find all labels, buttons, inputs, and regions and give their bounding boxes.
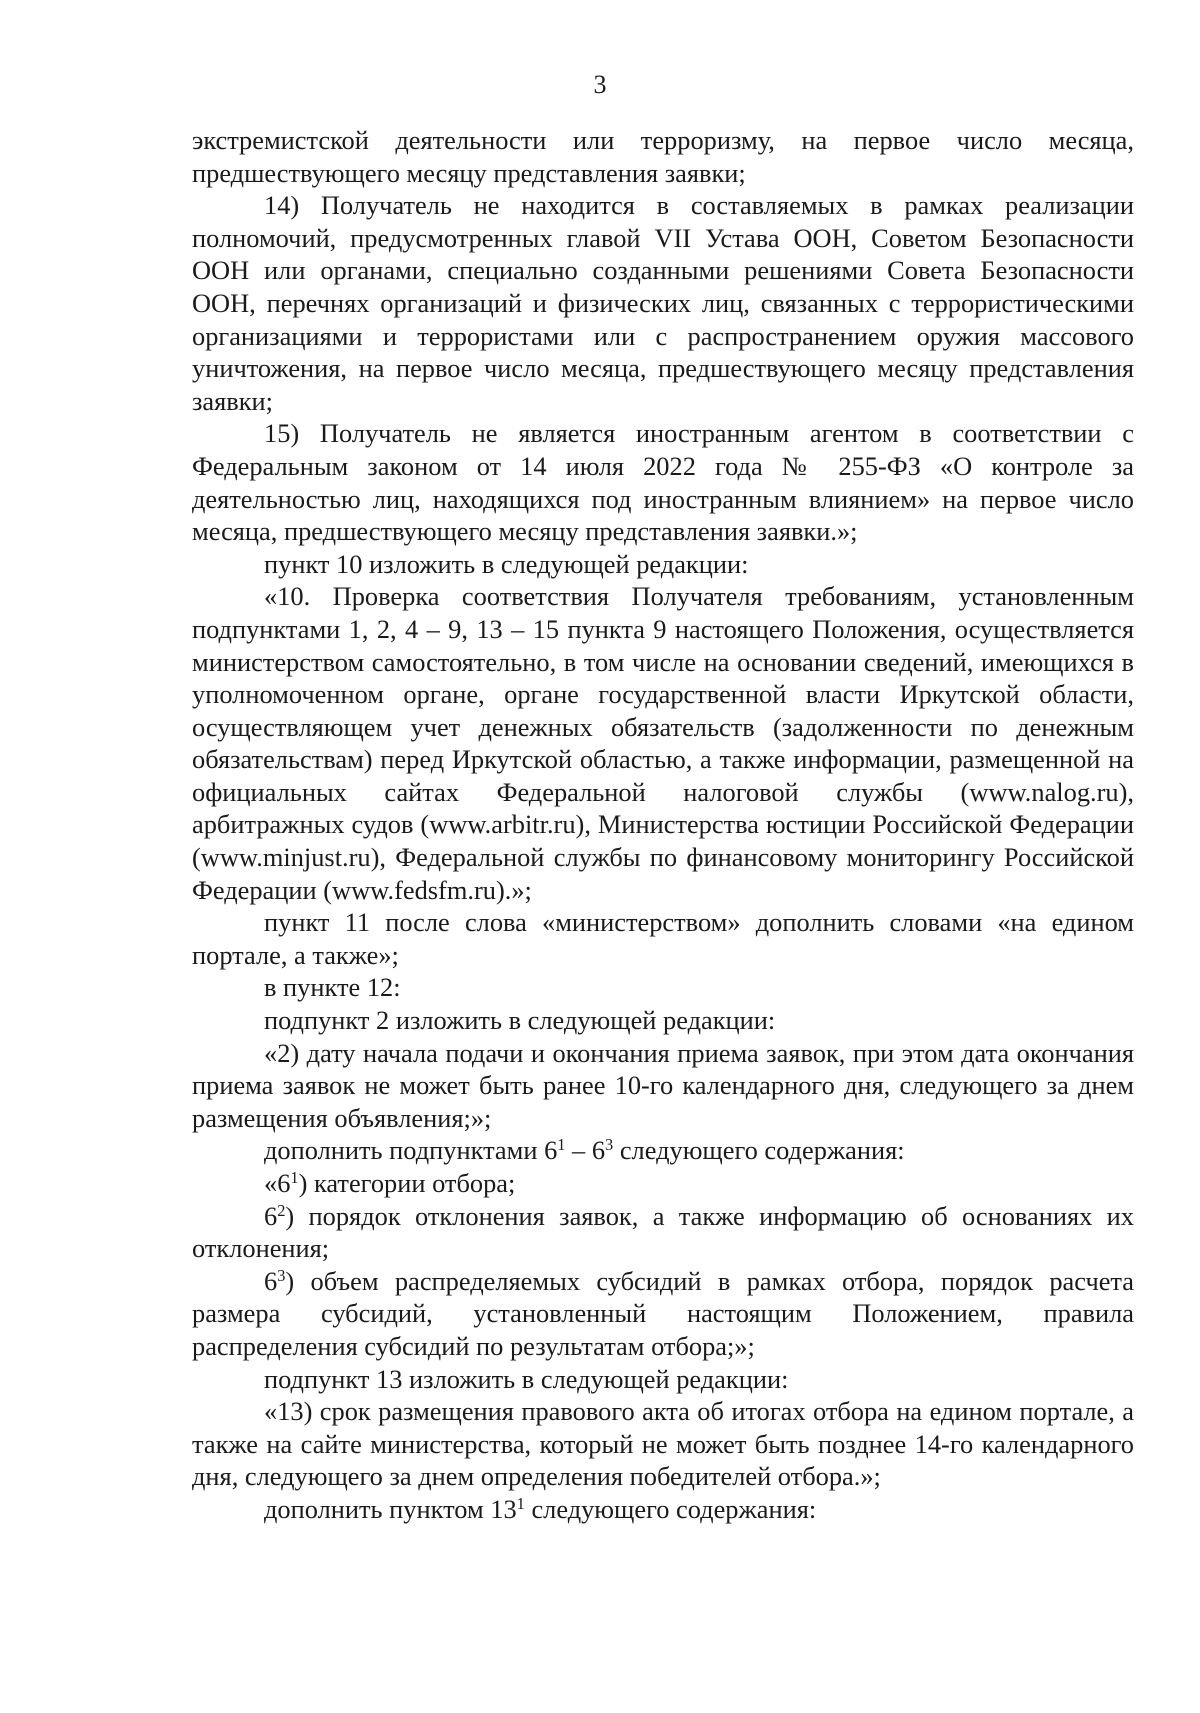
paragraph-continuation: экстремистской деятельности или терроризму, на первое число месяца, предшествующего месяцу представления заявки;	[192, 125, 1134, 188]
page-number: 3	[593, 70, 607, 99]
superscript: 3	[605, 1135, 614, 1155]
paragraph-point-10-text: «10. Проверка соответствия Получателя требованиям, установленным подпунктами 1, 2, 4 – 9, 13 – 15 пункта 9 настоящего Положения, осуществляется министерством самостоятельно, в том числе на основании сведений, имеющихся в уполномоченном органе, органе государственной власти Иркутской области, осуществляющем учет денежных обязательств (задолженности по денежным обязательствам) перед Иркутской областью, а также информации, размещенной на официальных сайтах Федеральной налоговой службы (www.nalog.ru), арбитражных судов (www.arbitr.ru), Министерства юстиции Российской Федерации (www.minjust.ru), Федеральной службы по финансовому мониторингу Российской Федерации (www.fedsfm.ru).»;	[192, 581, 1134, 905]
paragraph-subpoint-6-1	[192, 1167, 1134, 1200]
paragraph-point-13-1-intro	[192, 1493, 1134, 1526]
text-segment: «6	[264, 1168, 291, 1198]
text-segment: ) категории отбора;	[298, 1168, 516, 1198]
document-body	[192, 124, 1134, 1526]
paragraph-subpoint-6-2	[192, 1200, 1134, 1265]
superscript: 1	[516, 1493, 525, 1513]
superscript: 1	[557, 1135, 566, 1155]
text-segment: ) порядок отклонения заявок, а также информацию об основаниях их отклонения;	[192, 1200, 1134, 1264]
paragraph-item-14: 14) Получатель не находится в составляемых в рамках реализации полномочий, предусмотренных главой VII Устава ООН, Советом Безопасности ООН или органами, специально созданными решениями Совета Безопасности ООН, перечнях организаций и физических лиц, связанных с террористическими организациями и террористами или с распространением оружия массового уничтожения, на первое число месяца, предшествующего месяцу представления заявки;	[192, 190, 1134, 416]
paragraph-point-10-intro: пункт 10 изложить в следующей редакции:	[264, 548, 749, 579]
text-segment: дополнить подпунктами 6	[264, 1135, 558, 1166]
text-segment: дополнить пунктом 13	[264, 1493, 517, 1524]
paragraph-subpoint-13-intro: подпункт 13 изложить в следующей редакции:	[264, 1363, 789, 1394]
text-segment: 6	[264, 1265, 278, 1296]
paragraph-point-11: пункт 11 после слова «министерством» дополнить словами «на едином портале, а также»;	[192, 907, 1134, 970]
paragraph-subpoint-2-text: «2) дату начала подачи и окончания приема заявок, при этом дата окончания приема заявок не может быть ранее 10-го календарного дня, следующего за днем размещения объявления;»;	[192, 1037, 1134, 1133]
text-segment: – 6	[565, 1135, 606, 1166]
superscript: 2	[277, 1200, 286, 1220]
paragraph-subpoint-6-3	[192, 1265, 1134, 1363]
paragraph-point-12-intro: в пункте 12:	[264, 972, 401, 1003]
paragraph-item-15: 15) Получатель не является иностранным агентом в соответствии с Федеральным законом от 14 июля 2022 года № 255-ФЗ «О контроле за деятельностью лиц, находящихся под иностранным влиянием» на первое число месяца, предшествующего месяцу представления заявки.»;	[192, 418, 1134, 547]
superscript: 3	[277, 1265, 286, 1285]
superscript: 1	[290, 1168, 299, 1187]
text-segment: ) объем распределяемых субсидий в рамках отбора, порядок расчета размера субсидий, установленный настоящим Положением, правила распределения субсидий по результатам отбора;»;	[192, 1265, 1134, 1361]
paragraph-subpoint-13-text: «13) срок размещения правового акта об итогах отбора на едином портале, а также на сайте министерства, который не может быть позднее 14-го календарного дня, следующего за днем определения победителей отбора.»;	[192, 1396, 1134, 1492]
paragraph-subpoints-6-intro	[192, 1134, 1134, 1167]
text-segment: следующего содержания:	[613, 1135, 905, 1166]
text-segment: 6	[264, 1200, 278, 1231]
paragraph-subpoint-2-intro: подпункт 2 изложить в следующей редакции:	[264, 1005, 776, 1036]
text-segment: следующего содержания:	[524, 1493, 817, 1524]
